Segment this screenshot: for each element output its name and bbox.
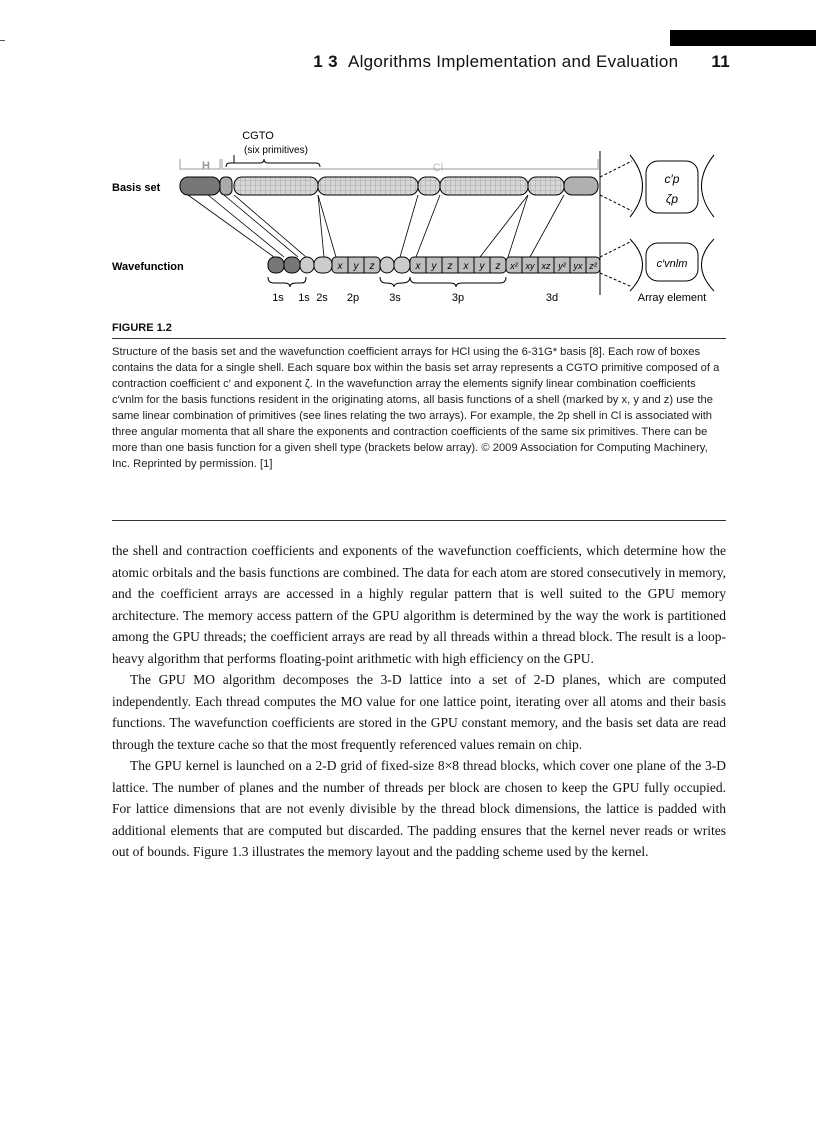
array-element-label: Array element xyxy=(637,292,707,304)
h-atom-label: H xyxy=(202,160,210,172)
figure-caption: Structure of the basis set and the wavefunction coefficient arrays for HCl using the 6-31G* basis [8]. Each row of boxes contains the data for a single shell. Each square box within the basis set array represents a CGTO primitive composed of a contraction coefficient c′ and exponent ζ. In the wavefunction array the elements signify linear combination coefficients c′vnlm for the basis functions resident in the originating atoms, all basis functions of a shell (marked by x, y and z) use the same linear combination of primitives (see lines relating the two arrays). For example, the 2p shell in Cl is associated with three angular momenta that all share the exponents and contraction coefficients of the same six primitives. There can be more than one basis function for a given shell type (brackets below array). © 2009 Association for Computing Machinery, Inc. Reprinted by permission. [1] xyxy=(112,346,720,470)
body-text xyxy=(112,540,726,863)
zoom-coefficient: c′p xyxy=(664,172,680,186)
wavefunction-label: Wavefunction xyxy=(112,261,184,273)
wave-cell-1: y xyxy=(353,261,359,272)
wave-cell-6: x xyxy=(463,261,469,272)
wave-cell-5: z xyxy=(447,261,453,272)
d-cell-3: y² xyxy=(558,261,566,271)
zoom-wavefunction-element xyxy=(600,239,714,291)
d-cell-5: z² xyxy=(589,261,597,271)
orbital-label-1s-a: 1s xyxy=(272,292,284,304)
page-edge-mark xyxy=(0,40,5,41)
basis-set-label: Basis set xyxy=(112,182,161,194)
wave-cell-4: y xyxy=(431,261,437,272)
basis-set-row xyxy=(180,177,598,195)
body-paragraph-1: the shell and contraction coefficients and exponents of the wavefunction coefficients, which determine how the atomic orbitals and the basis functions are combined. The data for each atom are stored consecutively in memory, and the coefficient arrays are accessed in a highly regular pattern that is well suited to the GPU memory architecture. The memory access pattern of the GPU algorithm is determined by the way the work is partitioned among the GPU threads; the coefficient arrays are read by all threads within a thread block. The result is a loop-heavy algorithm that performs floating-point arithmetic with high efficiency on the GPU. xyxy=(112,543,726,666)
body-paragraph-2: The GPU MO algorithm decomposes the 3-D lattice into a set of 2-D planes, which are computed independently. Each thread computes the MO value for one lattice point, iterating over all atoms and their basis functions. The wavefunction coefficients are stored in the GPU constant memory, and the basis set data are read through the texture cache so that the most frequently referenced values remain on chip. xyxy=(112,672,726,752)
d-cell-4: yx xyxy=(573,261,583,271)
chapter-number: 1 3 xyxy=(313,52,338,71)
orbital-label-1s-b: 1s xyxy=(298,292,310,304)
cgto-label: CGTO xyxy=(242,130,274,142)
connection-lines xyxy=(188,195,564,257)
wave-cell-3: x xyxy=(415,261,421,272)
cl-atom-label: Cl xyxy=(432,162,444,174)
zoom-wave-coefficient: c′vnlm xyxy=(656,258,688,270)
page-number: 11 xyxy=(711,52,730,71)
running-header xyxy=(0,52,730,72)
orbital-label-2p: 2p xyxy=(346,292,360,304)
orbital-label-3s: 3s xyxy=(389,292,401,304)
caption-bottom-rule xyxy=(112,520,726,521)
orbital-label-2s: 2s xyxy=(316,292,328,304)
body-paragraph-3: The GPU kernel is launched on a 2-D grid of fixed-size 8×8 thread blocks, which cover one plane of the 3-D lattice. The number of planes and the number of threads per block are chosen to keep the GPU fully occupied. For lattice dimensions that are not evenly divisible by the thread block dimensions, the lattice is padded with additional elements that are computed but discarded. The padding ensures that the kernel never reads or writes out of bounds. Figure 1.3 illustrates the memory layout and the padding scheme used by the kernel. xyxy=(112,758,726,859)
wave-cell-0: x xyxy=(337,261,343,272)
zoom-basis-element xyxy=(600,155,714,217)
wave-cell-8: z xyxy=(495,261,501,272)
d-cell-1: xy xyxy=(525,261,535,271)
chapter-tab xyxy=(670,30,816,46)
wave-cell-7: y xyxy=(479,261,485,272)
caption-top-rule xyxy=(112,338,726,339)
figure-label: FIGURE 1.2 xyxy=(112,322,172,334)
d-cell-2: xz xyxy=(541,261,551,271)
chapter-title: Algorithms Implementation and Evaluation xyxy=(347,52,679,71)
orbital-label-3d: 3d xyxy=(545,292,559,304)
zoom-exponent: ζp xyxy=(665,192,679,206)
orbital-label-3p: 3p xyxy=(451,292,465,304)
cgto-sub-label: (six primitives) xyxy=(244,145,308,156)
d-cell-0: x² xyxy=(510,261,518,271)
figure-basis-set-diagram xyxy=(110,125,730,315)
wave-cell-2: z xyxy=(369,261,375,272)
